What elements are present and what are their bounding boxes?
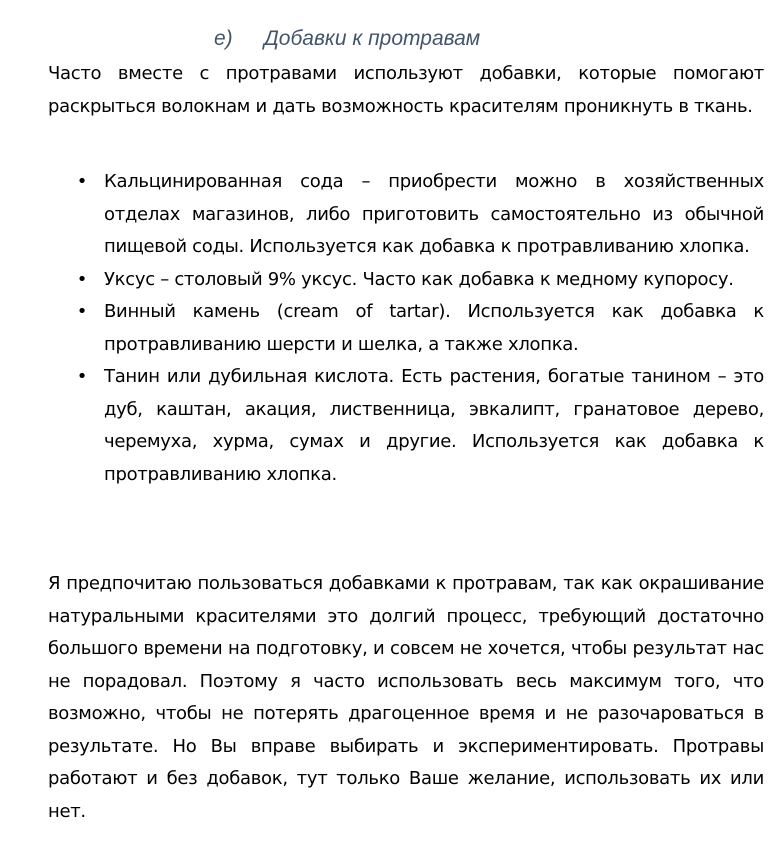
additives-list (48, 166, 764, 491)
list-item-text: Танин или дубильная кислота. Есть растения, богатые танином – это дуб, каштан, акация, лиственница, эвкалипт, гранатовое дерево, черемуха, хурма, сумах и другие. Используется как добавка к протравливанию хлопка. (104, 366, 764, 485)
bullet-icon: • (76, 366, 88, 387)
list-item (48, 361, 764, 491)
section-heading (214, 27, 480, 51)
list-item (48, 264, 764, 297)
bullet-icon: • (76, 268, 88, 290)
bullet-icon: • (76, 171, 88, 192)
section-title: Добавки к протравам (264, 27, 481, 50)
list-item-text: Уксус – столовый 9% уксус. Часто как добавка к медному купоросу. (104, 268, 734, 290)
list-item (48, 166, 764, 264)
intro-paragraph: Часто вместе с протравами используют добавки, которые помогают раскрыться волокнам и дать возможность красителям проникнуть в ткань. (48, 63, 764, 117)
list-item-text: Винный камень (cream of tartar). Используется как добавка к протравливанию шерсти и шелка, а также хлопка. (104, 301, 764, 355)
conclusion-paragraph: Я предпочитаю пользоваться добавками к протравам, так как окрашивание натуральными красителями это долгий процесс, требующий достаточно большого времени на подготовку, и совсем не хочется, чтобы результат нас не порадовал. Поэтому я часто использовать весь максимум того, что возможно, чтобы не потерять драгоценное время и не разочароваться в результате. Но Вы вправе выбирать и экспериментировать. Протравы работают и без добавок, тут только Ваше желание, использовать их или нет. (48, 573, 764, 822)
bullet-icon: • (76, 301, 88, 322)
section-number: e) (214, 27, 233, 50)
list-item-text: Кальцинированная сода – приобрести можно в хозяйственных отделах магазинов, либо приготовить самостоятельно из обычной пищевой соды. Используется как добавка к протравливанию хлопка. (104, 171, 764, 257)
list-item (48, 296, 764, 361)
